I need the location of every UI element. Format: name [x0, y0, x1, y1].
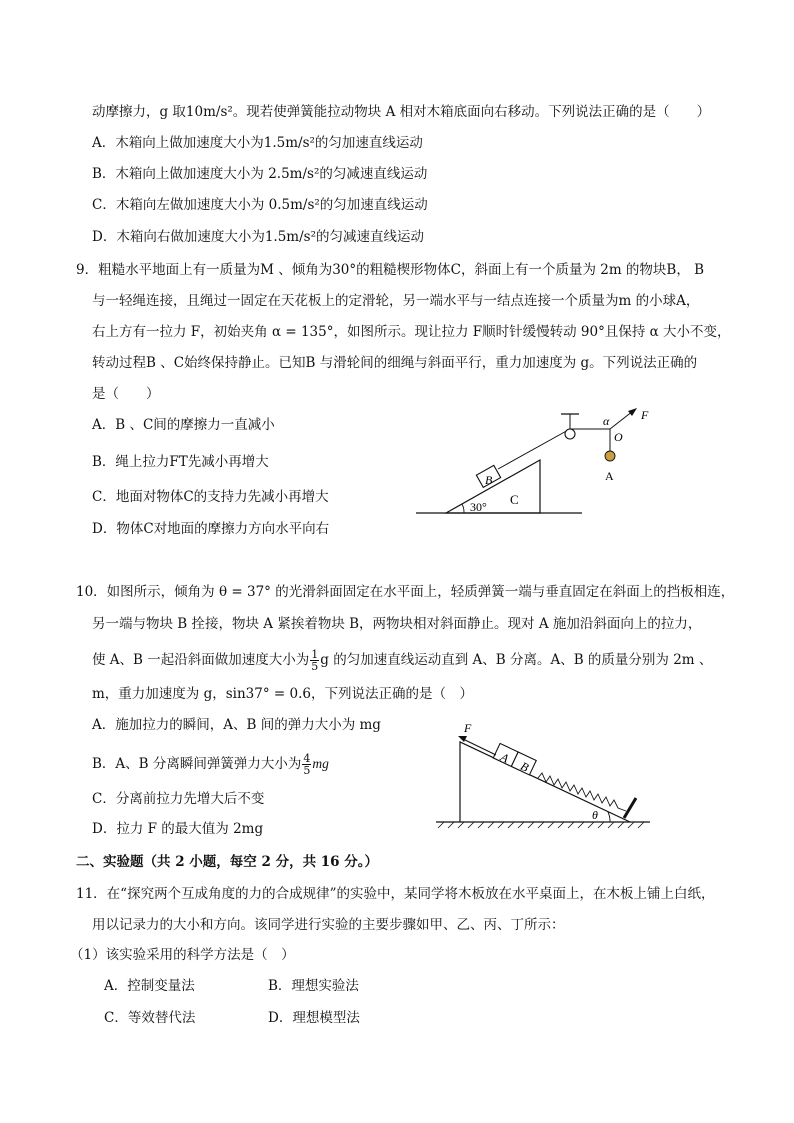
knot-o-label: O [614, 430, 623, 444]
q10-option-b-post: mg [312, 756, 329, 771]
q10-force-f-arrowhead [458, 736, 467, 742]
q10-option-d: D．拉力 F 的最大值为 2mg [92, 821, 264, 837]
q11-sub-1: （1）该实验采用的科学方法是（ ） [70, 947, 295, 963]
q9-line-2: 与一轻绳连接，且绳过一固定在天花板上的定滑轮，另一端水平与一结点连接一个质量为m 的小球A， [92, 293, 700, 309]
q9-option-d: D．物体C对地面的摩擦力方向水平向右 [92, 521, 330, 537]
q10-line-3 [92, 649, 712, 672]
q8-stem-tail: 动摩擦力，g 取10m/s²。现若使弹簧能拉动物块 A 相对木箱底面向右移动。下列说法正确的是（ ） [92, 104, 711, 120]
ball-a-label: A [605, 469, 614, 483]
q10-fraction: $\frac{1}{5}$ [311, 648, 319, 673]
q10-line-1: 10．如图所示，倾角为 θ = 37° 的光滑斜面固定在水平面上，轻质弹簧一端与垂直固定在斜面上的挡板相连， [76, 584, 735, 600]
force-f-label: F [641, 408, 649, 422]
q8-option-a: A．木箱向上做加速度大小为1.5m/s²的匀加速直线运动 [92, 135, 423, 151]
q10-block-b-label: B [518, 758, 531, 775]
force-f-arrowhead [628, 408, 637, 416]
pulley [565, 429, 575, 439]
q9-line-3: 右上方有一拉力 F，初始夹角 α = 135°，如图所示。现让拉力 F顺时针缓慢转动 90°且保持 α 大小不变， [92, 324, 731, 340]
wedge-label-c: C [510, 492, 519, 507]
q9-line-1: 9．粗糙水平地面上有一质量为M 、倾角为30°的粗糙楔形物体C，斜面上有一个质量为 2m 的物块B， B [76, 262, 705, 278]
q11-line-2: 用以记录力的大小和方向。该同学进行实验的主要步骤如甲、乙、丙、丁所示： [92, 917, 565, 933]
q10-theta-arc [608, 812, 610, 822]
q11-line-1: 11．在“探究两个互成角度的力的合成规律”的实验中，某同学将木板放在水平桌面上，在木板上铺上白纸， [76, 886, 715, 902]
q9-line-4: 转动过程B 、C始终保持静止。已知B 与滑轮间的细绳与斜面平行，重力加速度为 g。下列说法正确的 [92, 355, 698, 371]
force-f-line [610, 411, 633, 429]
q11-option-a: A．控制变量法 [104, 978, 195, 994]
q10-option-a: A．施加拉力的瞬间，A、B 间的弹力大小为 mg [92, 717, 381, 733]
q10-force-f-label: F [464, 721, 472, 735]
q10-stop-plate [624, 798, 636, 818]
q8-option-c: C．木箱向左做加速度大小为 0.5m/s²的匀加速直线运动 [92, 197, 428, 213]
q10-option-b-fraction: $\frac{4}{5}$ [303, 752, 311, 777]
q9-line-5: 是（ ） [92, 386, 160, 402]
q9-option-a: A．B 、C间的摩擦力一直减小 [92, 417, 275, 433]
q9-option-c: C．地面对物体C的支持力先减小再增大 [92, 489, 329, 505]
q9-figure-right [595, 405, 665, 485]
block-b-label: B [485, 473, 493, 487]
q11-option-b: B．理想实验法 [268, 978, 359, 994]
q8-option-d: D．木箱向右做加速度大小为1.5m/s²的匀减速直线运动 [92, 229, 424, 245]
q10-force-f-line [463, 739, 496, 755]
q10-ground-hatch [438, 822, 644, 828]
q10-line-3-pre: 使 A、B 一起沿斜面做加速度大小为 [92, 652, 310, 668]
q8-option-b: B．木箱向上做加速度大小为 2.5m/s²的匀减速直线运动 [92, 166, 428, 182]
q10-theta-label: θ [592, 808, 598, 822]
q10-option-b [92, 753, 329, 776]
q10-figure [430, 718, 655, 830]
ball-a [605, 451, 615, 461]
wedge-angle-label: 30° [470, 500, 487, 514]
section-2-heading: 二、实验题（共 2 小题，每空 2 分，共 16 分。） [76, 854, 379, 870]
q9-figure [410, 405, 600, 520]
q10-option-c: C．分离前拉力先增大后不变 [92, 791, 265, 807]
q10-line-3-post: g 的匀加速直线运动直到 A、B 分离。A、B 的质量分别为 2m 、 [320, 652, 713, 668]
q11-option-d: D．理想模型法 [268, 1010, 360, 1026]
q10-spring [538, 773, 626, 811]
q10-block-a-label: A [498, 749, 511, 766]
q9-option-b: B．绳上拉力FT先减小再增大 [92, 454, 269, 470]
q10-line-4: m，重力加速度为 g，sin37° = 0.6，下列说法正确的是（ ） [92, 686, 473, 702]
q11-option-c: C．等效替代法 [104, 1010, 196, 1026]
q10-line-2: 另一端与物块 B 拴接，物块 A 紧挨着物块 B，两物块相对斜面静止。现对 A 施加沿斜面向上的拉力， [92, 616, 702, 632]
alpha-label: α [603, 414, 610, 428]
q10-option-b-pre: B．A、B 分离瞬间弹簧弹力大小为 [92, 756, 302, 772]
q10-incline [460, 742, 630, 822]
angle-arc [462, 504, 464, 513]
